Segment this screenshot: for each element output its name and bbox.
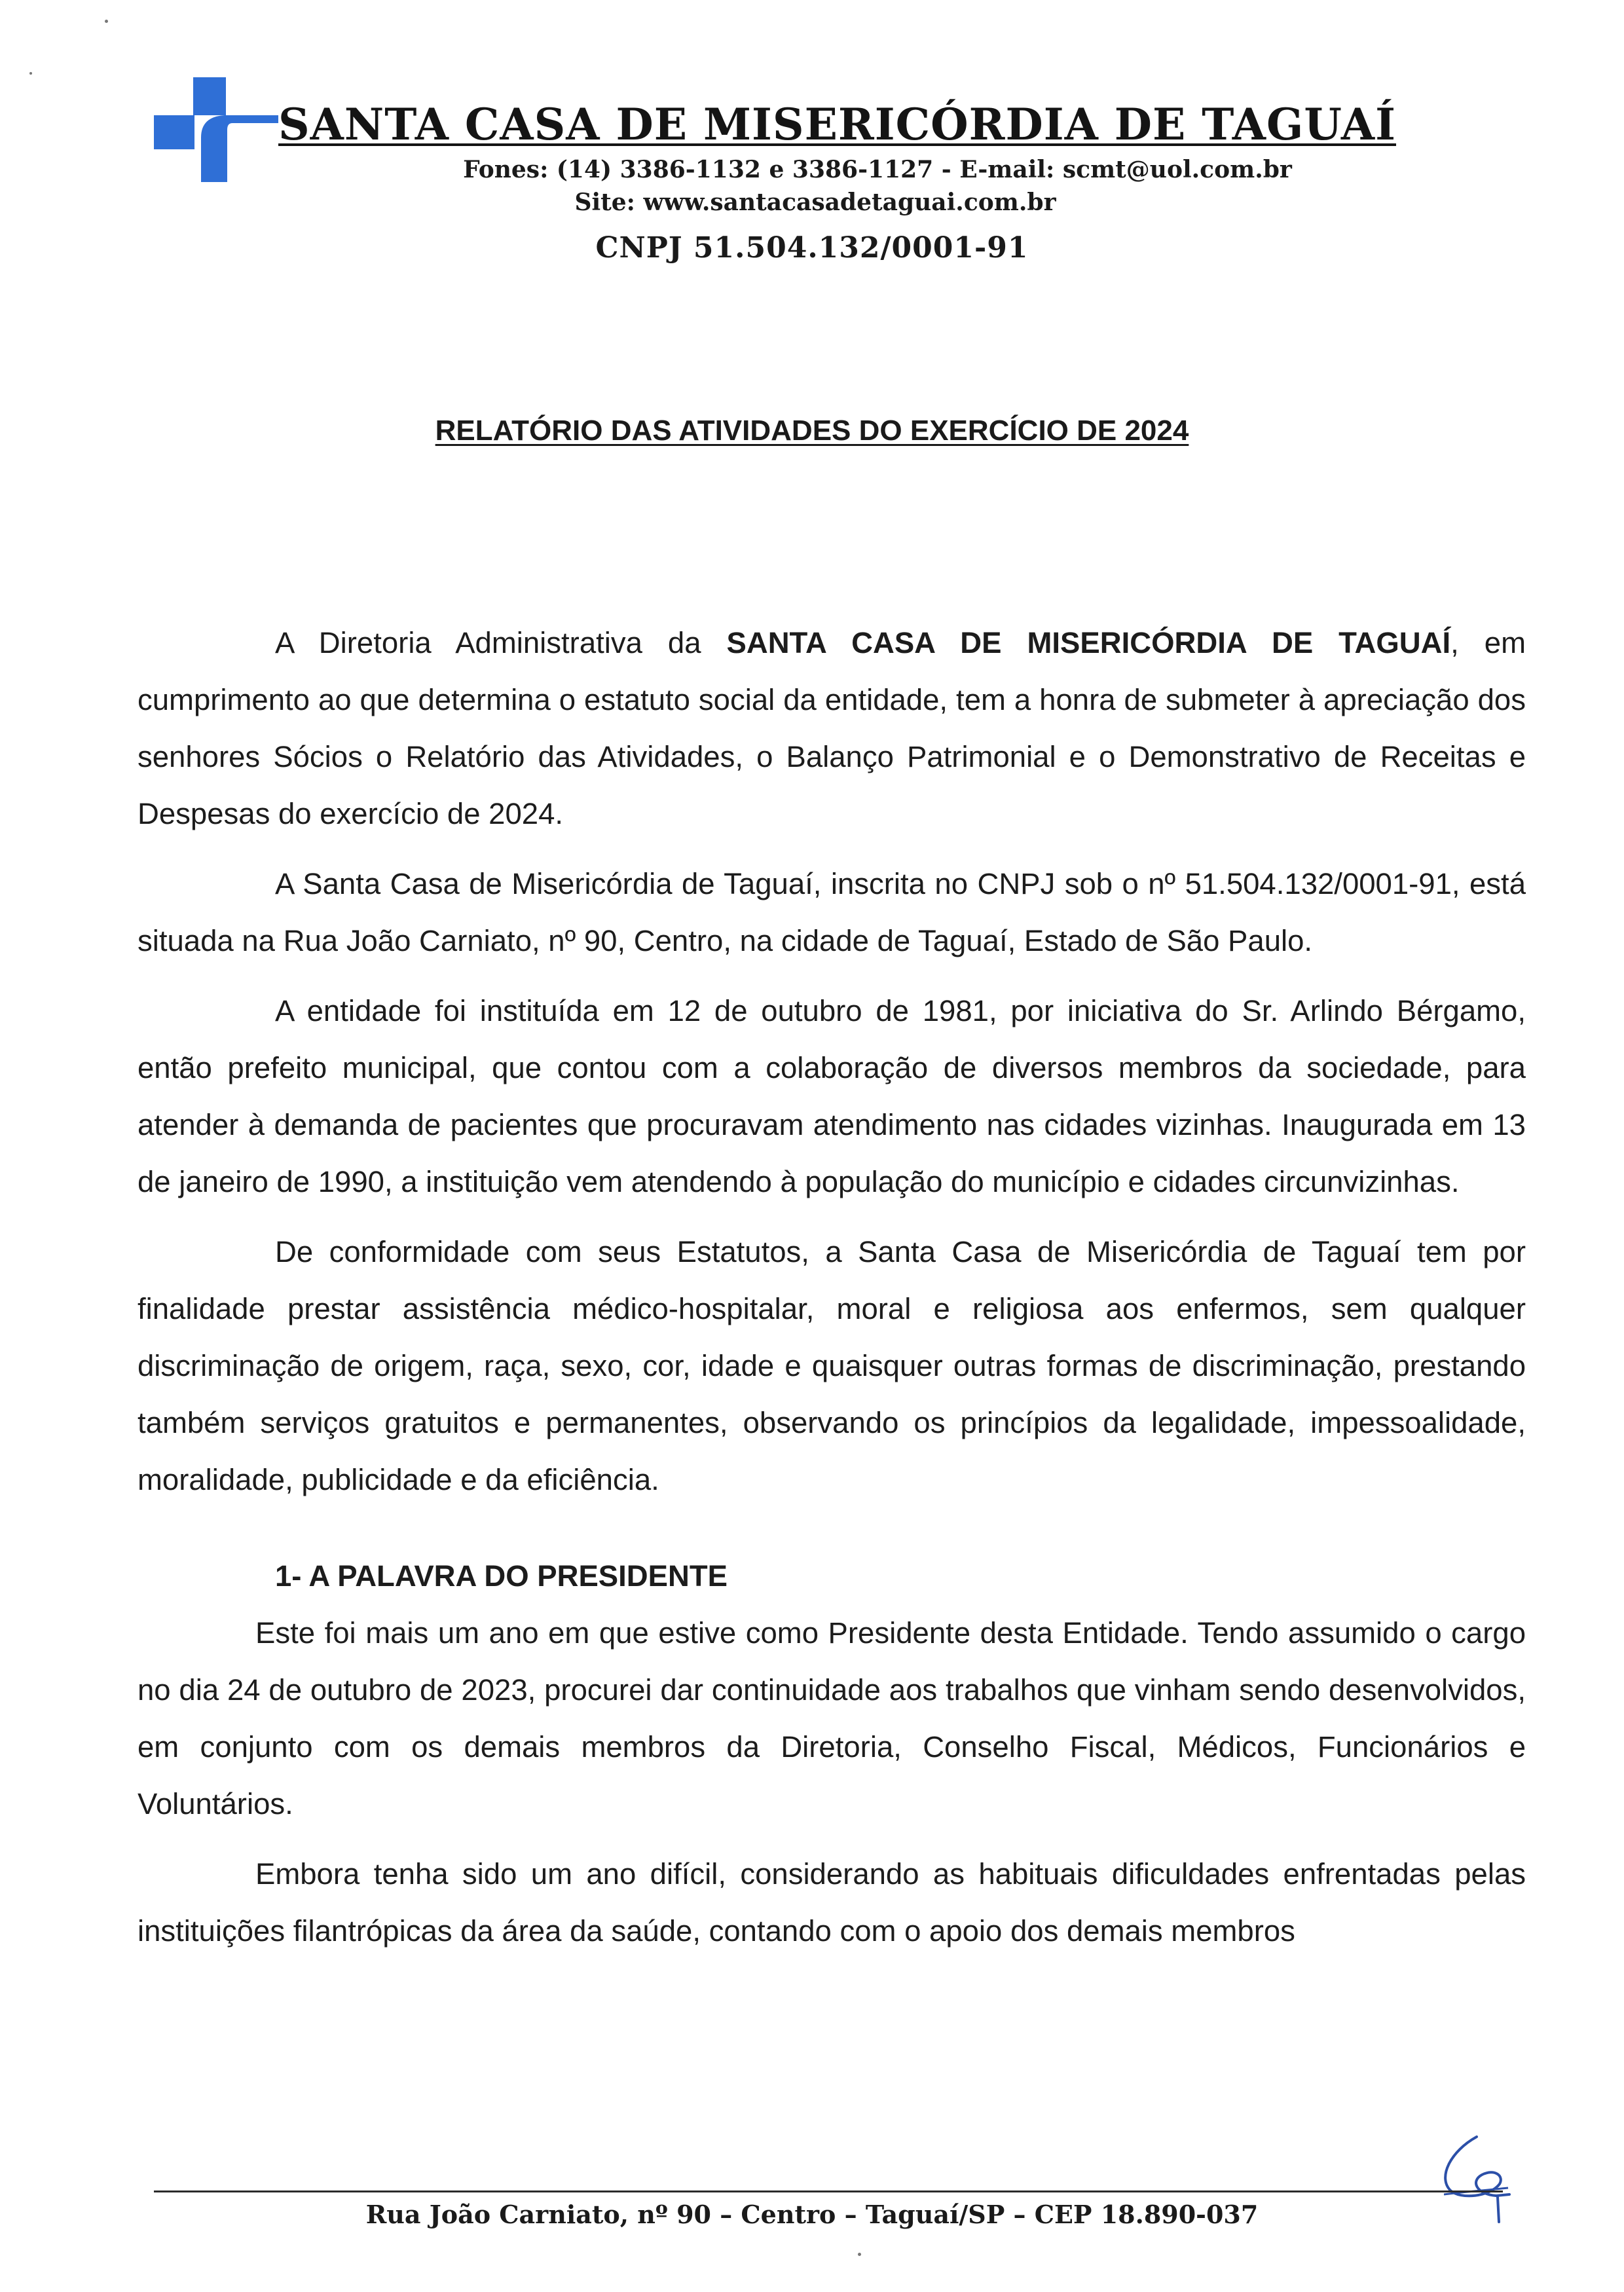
document-title: RELATÓRIO DAS ATIVIDADES DO EXERCÍCIO DE 2024 (435, 415, 1189, 447)
scan-speck (105, 20, 108, 23)
organization-name: SANTA CASA DE MISERICÓRDIA DE TAGUAÍ (278, 99, 1396, 150)
paragraph-president-1: Este foi mais um ano em que estive como Presidente desta Entidade. Tendo assumido o cargo no dia 24 de outubro de 2023, procurei dar continuidade aos trabalhos que vinham sendo desenvolvidos, em conjunto com os demais membros da Diretoria, Conselho Fiscal, Médicos, Funcionários e Voluntários. (138, 1616, 1526, 1821)
scan-speck (858, 2253, 861, 2256)
paragraph-history: A entidade foi instituída em 12 de outubro de 1981, por iniciativa do Sr. Arlindo Bérgamo, então prefeito municipal, que contou com a colaboração de diversos membros da sociedade, para atender à demanda de pacientes que procuravam atendimento nas cidades vizinhas. Inaugurada em 13 de janeiro de 1990, a instituição vem atendendo à população do município e cidades circunvizinhas. (138, 994, 1526, 1198)
paragraph-president-2: Embora tenha sido um ano difícil, considerando as habituais dificuldades enfrentadas pelas instituições filantrópicas da área da saúde, contando com o apoio dos demais membros (138, 1857, 1526, 1948)
footer-address: Rua João Carniato, nº 90 – Centro – Taguaí/SP – CEP 18.890-037 (365, 2200, 1259, 2229)
paragraph-location: A Santa Casa de Misericórdia de Taguaí, inscrita no CNPJ sob o nº 51.504.132/0001-91, está situada na Rua João Carniato, nº 90, Centro, na cidade de Taguaí, Estado de São Paulo. (138, 867, 1526, 957)
paragraph-purpose: De conformidade com seus Estatutos, a Santa Casa de Misericórdia de Taguaí tem por finalidade prestar assistência médico-hospitalar, moral e religiosa aos enfermos, sem qualquer discriminação de origem, raça, sexo, cor, idade e quaisquer outras formas de discriminação, prestando também serviços gratuitos e permanentes, observando os princípios da legalidade, impessoalidade, moralidade, publicidade e da eficiência. (138, 1235, 1526, 1496)
organization-name-inline: SANTA CASA DE MISERICÓRDIA DE TAGUAÍ (726, 626, 1451, 659)
contact-website: Site: www.santacasadetaguai.com.br (574, 189, 1056, 216)
section-heading-president: 1- A PALAVRA DO PRESIDENTE (275, 1559, 728, 1593)
scan-speck (29, 72, 32, 75)
contact-phones-email: Fones: (14) 3386-1132 e 3386-1127 - E-mail: scmt@uol.com.br (463, 156, 1292, 183)
header-cnpj: CNPJ 51.504.132/0001-91 (595, 231, 1029, 265)
paragraph-intro: A Diretoria Administrativa da SANTA CASA DE MISERICÓRDIA DE TAGUAÍ, em cumprimento ao que determina o estatuto social da entidade, tem a honra de submeter à apreciação dos senhores Sócios o Relatório das Atividades, o Balanço Patrimonial e o Demonstrativo de Receitas e Despesas do exercício de 2024. (138, 626, 1526, 830)
document-body (138, 614, 1526, 1959)
footer-divider (154, 2190, 1503, 2192)
